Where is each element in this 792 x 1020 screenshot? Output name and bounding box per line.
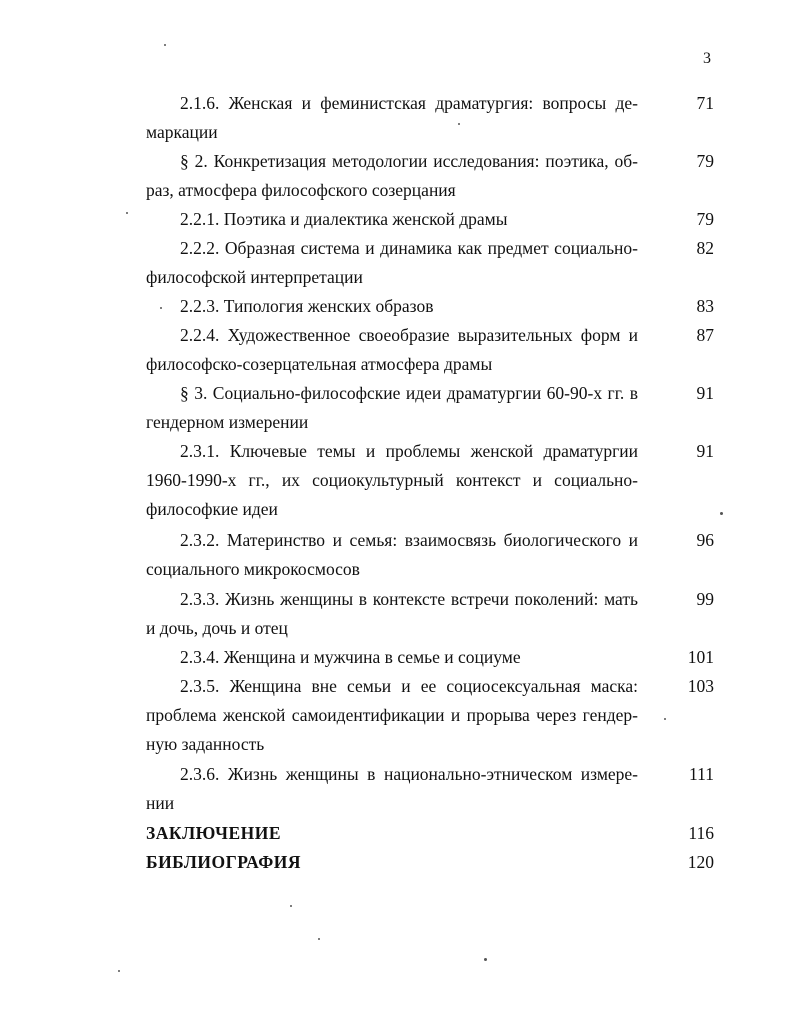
- toc-page-number: 96: [696, 530, 714, 550]
- scan-speck: [290, 905, 292, 907]
- toc-page-number: 91: [696, 383, 714, 403]
- toc-entry-line: § 3. Социально-философские идеи драматургии 60-90-х гг. в: [180, 383, 638, 403]
- page-number: 3: [703, 50, 711, 67]
- scan-speck: [664, 718, 666, 720]
- toc-entry-line: БИБЛИОГРАФИЯ: [146, 852, 301, 872]
- scan-speck: [484, 958, 487, 961]
- toc-entry-2-2-1: [146, 205, 638, 234]
- toc-entry-conclusion: [146, 819, 638, 848]
- toc-entry-2-1-6: [146, 89, 638, 147]
- toc-entry-line: философкие идеи: [146, 499, 278, 519]
- toc-entry-2-2-2: [146, 234, 638, 292]
- toc-entry-line: 2.2.4. Художественное своеобразие выразительных форм и: [180, 325, 638, 345]
- toc-entry-2-3-4: [146, 643, 638, 672]
- toc-entry-2-3-5: [146, 672, 638, 759]
- toc-entry-2-3-3: [146, 585, 638, 643]
- toc-entry-2-2-3: [146, 292, 638, 321]
- toc-page-number: 91: [696, 441, 714, 461]
- scan-speck: [720, 512, 723, 515]
- toc-entry-bibliography: [146, 848, 638, 877]
- toc-page-number: 71: [696, 93, 714, 113]
- toc-page-number: 101: [687, 647, 714, 667]
- toc-entry-2-3-1: [146, 437, 638, 524]
- toc-entry-line: 2.1.6. Женская и феминистская драматургия: вопросы де-: [180, 93, 638, 113]
- toc-entry-line: 2.2.1. Поэтика и диалектика женской драмы: [180, 209, 508, 229]
- toc-page-number: 103: [687, 676, 714, 696]
- scan-speck: [318, 938, 320, 940]
- toc-entry-section-2: [146, 147, 638, 205]
- toc-entry-line: 2.3.5. Женщина вне семьи и ее социосексуальная маска:: [180, 676, 638, 696]
- toc-entry-line: 2.3.3. Жизнь женщины в контексте встречи поколений: мать: [180, 589, 638, 609]
- toc-entry-line: 2.3.4. Женщина и мужчина в семье и социуме: [180, 647, 521, 667]
- toc-page-number: 111: [689, 764, 714, 784]
- toc-entry-line: 2.3.1. Ключевые темы и проблемы женской драматургии: [180, 441, 638, 461]
- scan-speck: [458, 123, 460, 125]
- toc-entry-line: маркации: [146, 122, 218, 142]
- scan-speck: [160, 307, 162, 309]
- toc-entry-line: 2.3.2. Материнство и семья: взаимосвязь биологического и: [180, 530, 638, 550]
- toc-entry-2-3-2: [146, 526, 638, 584]
- toc-entry-line: ЗАКЛЮЧЕНИЕ: [146, 823, 282, 843]
- toc-entry-line: и дочь, дочь и отец: [146, 618, 288, 638]
- toc-entry-line: ную заданность: [146, 734, 265, 754]
- toc-entry-line: гендерном измерении: [146, 412, 309, 432]
- toc-page-number: 83: [696, 296, 714, 316]
- toc-page-number: 79: [696, 209, 714, 229]
- toc-entry-line: 1960-1990-х гг., их социокультурный контекст и социально-: [146, 470, 638, 490]
- toc-page-number: 120: [687, 852, 714, 872]
- toc-entry-line: социального микрокосмосов: [146, 559, 360, 579]
- toc-entry-line: 2.3.6. Жизнь женщины в национально-этническом измере-: [180, 764, 638, 784]
- toc-entry-line: раз, атмосфера философского созерцания: [146, 180, 456, 200]
- toc-entry-line: проблема женской самоидентификации и прорыва через гендер-: [146, 705, 638, 725]
- toc-page-number: 99: [696, 589, 714, 609]
- toc-entry-line: 2.2.2. Образная система и динамика как предмет социально-: [180, 238, 638, 258]
- toc-entry-2-3-6: [146, 760, 638, 818]
- toc-entry-2-2-4: [146, 321, 638, 379]
- toc-entry-line: философско-созерцательная атмосфера драмы: [146, 354, 493, 374]
- toc-entry-section-3: [146, 379, 638, 437]
- toc-entry-line: § 2. Конкретизация методологии исследования: поэтика, об-: [180, 151, 638, 171]
- scan-speck: [164, 44, 166, 46]
- toc-entry-line: философской интерпретации: [146, 267, 363, 287]
- toc-page-number: 116: [688, 823, 714, 843]
- toc-page-number: 79: [696, 151, 714, 171]
- toc-entry-line: 2.2.3. Типология женских образов: [180, 296, 434, 316]
- toc-entry-line: нии: [146, 793, 175, 813]
- scan-speck: [126, 212, 128, 214]
- toc-page-number: 87: [696, 325, 714, 345]
- scan-speck: [118, 970, 120, 972]
- toc-page-number: 82: [696, 238, 714, 258]
